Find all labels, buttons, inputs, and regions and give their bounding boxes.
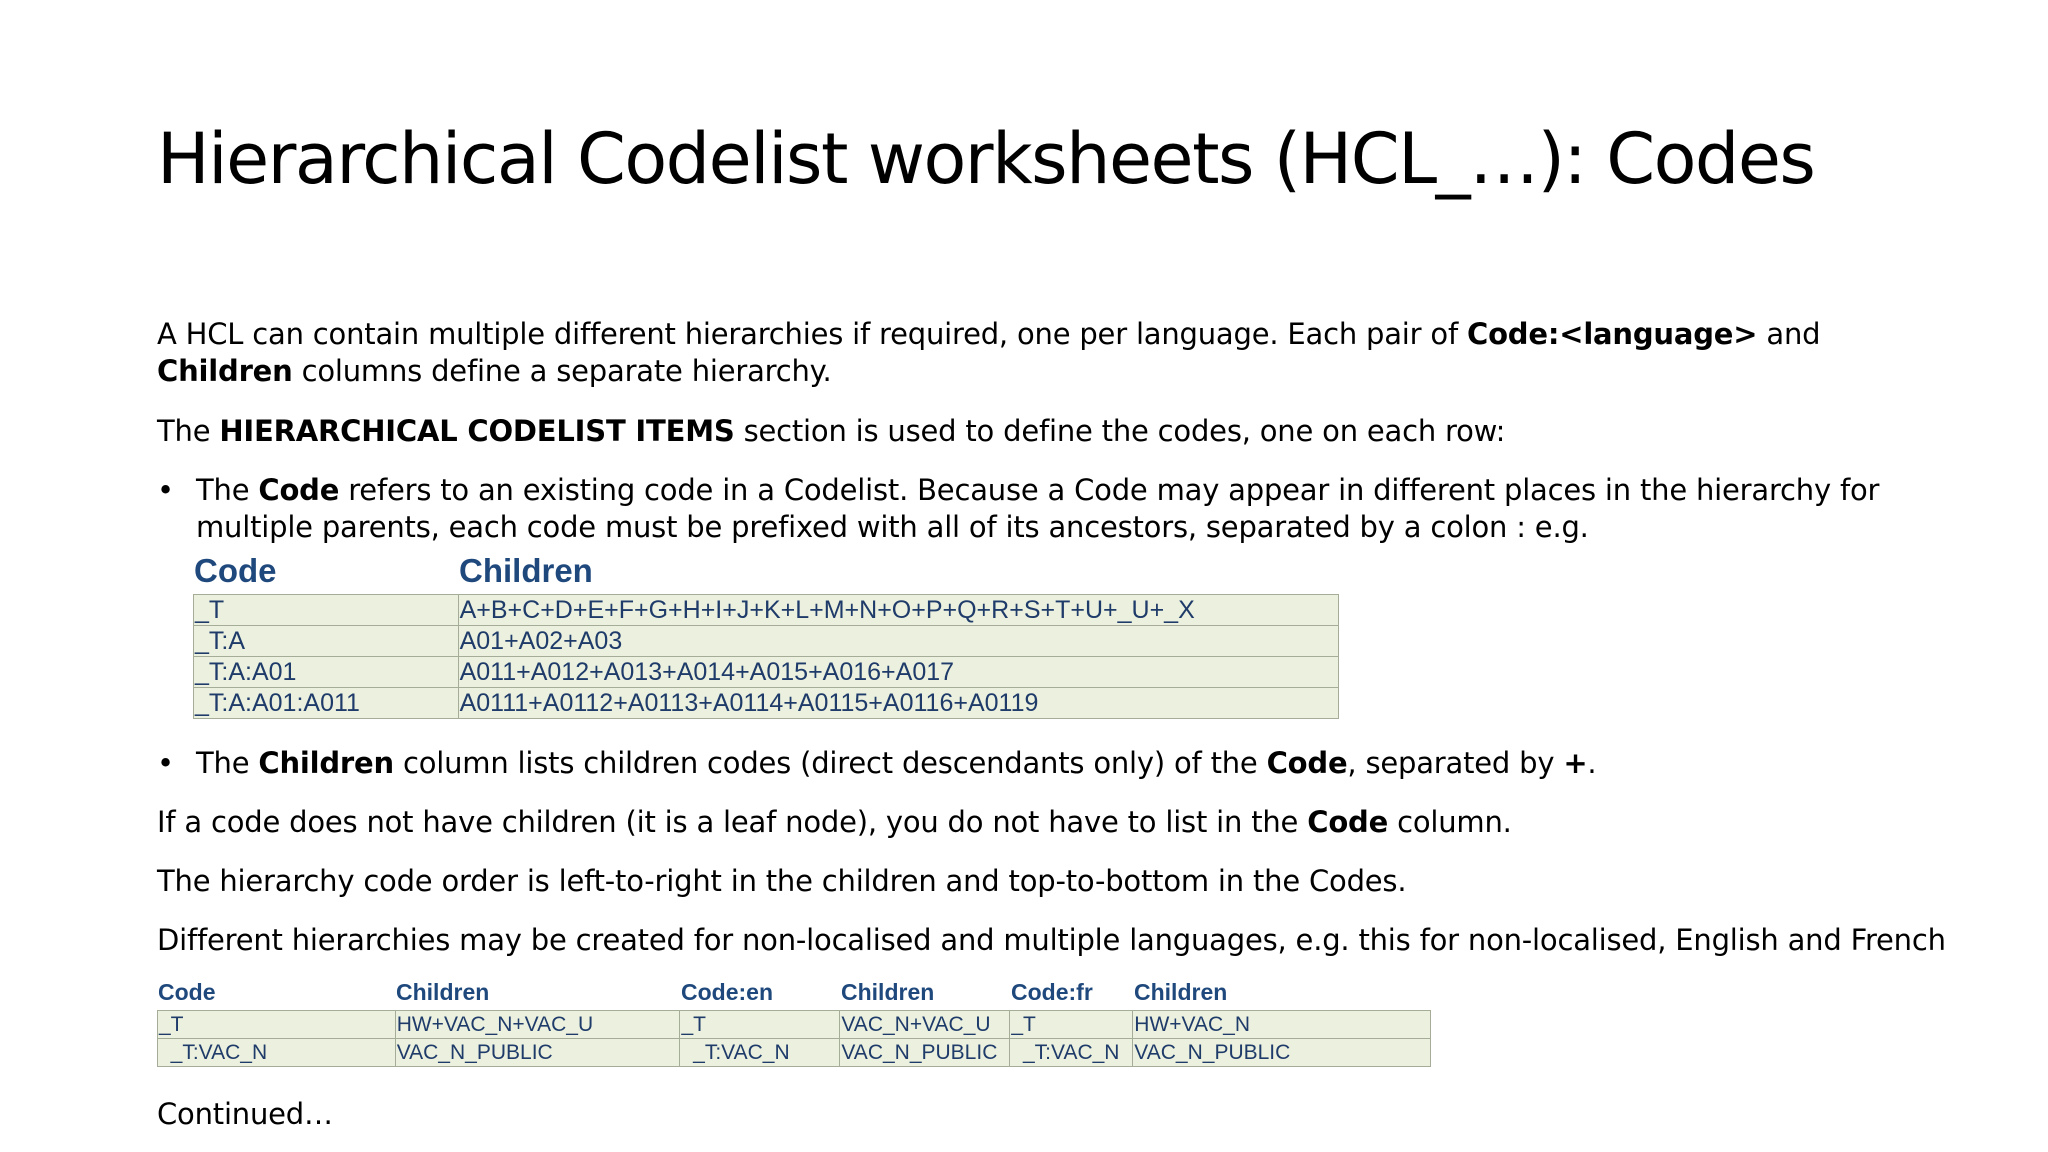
paragraph-multiple-hierarchies: Different hierarchies may be created for non-localised and multiple languages, e.g. this for non-localised, English and French [157,923,1946,957]
table-row [194,595,1339,626]
table-cell-children-en: VAC_N+VAC_U [840,1011,1010,1039]
table-cell-code: _T:VAC_N [158,1039,396,1067]
table-cell-children: A011+A012+A013+A014+A015+A016+A017 [458,657,1338,688]
table-row [194,688,1339,719]
table2-header-children: Children [396,979,490,1005]
table2-header-code-fr: Code:fr [1011,979,1093,1005]
bullet-icon: • [157,473,174,507]
table-row [194,626,1339,657]
table-row [158,1011,1431,1039]
table-cell-code: _T [194,595,459,626]
table-cell-children: A+B+C+D+E+F+G+H+I+J+K+L+M+N+O+P+Q+R+S+T+U+_U+_X [458,595,1338,626]
bullet-children: • The Children column lists children codes (direct descendants only) of the Code, separated by +. [157,746,1597,780]
continued-note: Continued… [157,1097,333,1131]
table-cell-code: _T:A [194,626,459,657]
table-cell-code: _T:A:A01 [194,657,459,688]
table-cell-children: VAC_N_PUBLIC [395,1039,680,1067]
paragraph-hierarchies: A HCL can contain multiple different hierarchies if required, one per language. Each pair of Code:<language> and Children columns define a separate hierarchy. [157,317,1821,388]
bullet-icon: • [157,746,174,780]
table-cell-children-fr: HW+VAC_N [1133,1011,1431,1039]
bullet-code: • The Code refers to an existing code in a Codelist. Because a Code may appear in different places in the hierarchy for multiple parents, each code must be prefixed with all of its ancestors, separated by a colon : e.g. [157,473,1880,544]
paragraph-items-section: The HIERARCHICAL CODELIST ITEMS section is used to define the codes, one on each row: [157,414,1506,448]
table2-header-code: Code [158,979,216,1005]
paragraph-leaf-node: If a code does not have children (it is a leaf node), you do not have to list in the Code column. [157,805,1512,839]
table-cell-children: A0111+A0112+A0113+A0114+A0115+A0116+A0119 [458,688,1338,719]
table2-header-children-en: Children [841,979,935,1005]
table-cell-children: A01+A02+A03 [458,626,1338,657]
table-cell-code-fr: _T [1010,1011,1133,1039]
slide-title: Hierarchical Codelist worksheets (HCL_…): Codes [157,118,1815,200]
table-cell-children-en: VAC_N_PUBLIC [840,1039,1010,1067]
multilingual-hierarchy-table [157,1010,1431,1067]
table2-header-code-en: Code:en [681,979,773,1005]
table2-header-children-fr: Children [1134,979,1228,1005]
table-cell-children-fr: VAC_N_PUBLIC [1133,1039,1431,1067]
table-cell-code-en: _T:VAC_N [680,1039,840,1067]
table1-header-code: Code [194,552,277,589]
paragraph-code-order: The hierarchy code order is left-to-right in the children and top-to-bottom in the Codes. [157,864,1407,898]
table-cell-code-en: _T [680,1011,840,1039]
table-cell-code-fr: _T:VAC_N [1010,1039,1133,1067]
hierarchy-example-table [193,594,1339,719]
table-row [194,657,1339,688]
table1-header-children: Children [459,552,593,589]
table-cell-code: _T:A:A01:A011 [194,688,459,719]
table-cell-code: _T [158,1011,396,1039]
table-row [158,1039,1431,1067]
table-cell-children: HW+VAC_N+VAC_U [395,1011,680,1039]
